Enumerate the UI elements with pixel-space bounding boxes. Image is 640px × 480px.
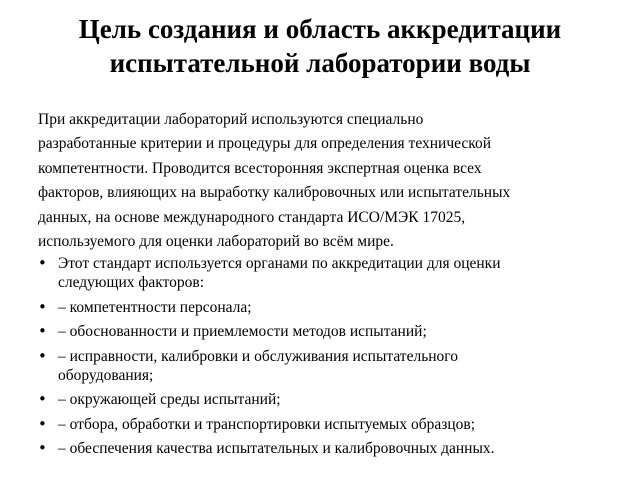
bullet-text-line: – компетентности персонала; bbox=[58, 298, 252, 316]
bullet-item bbox=[38, 347, 618, 385]
bullet-item bbox=[38, 415, 618, 434]
bullet-item bbox=[38, 254, 618, 292]
intro-line: факторов, влияющих на выработку калибровочных или испытательных bbox=[38, 184, 511, 202]
bullet-item bbox=[38, 390, 618, 409]
intro-line: При аккредитации лабораторий используются специально bbox=[38, 111, 424, 128]
bullet-marker: • bbox=[38, 390, 47, 408]
bullet-text-line: – исправности, калибровки и обслуживания испытательного bbox=[58, 347, 459, 365]
bullet-marker: • bbox=[38, 322, 47, 340]
intro-line: данных, на основе международного стандарта ИСО/МЭК 17025, bbox=[38, 208, 466, 226]
bullet-marker: • bbox=[38, 414, 47, 433]
bullet-marker: • bbox=[38, 439, 47, 457]
bullet-marker: • bbox=[38, 254, 47, 272]
bullet-text-line: – обоснованности и приемлемости методов испытаний; bbox=[58, 323, 427, 340]
bullet-text-line: – окружающей среды испытаний; bbox=[58, 391, 281, 408]
bullet-list bbox=[38, 254, 618, 464]
bullet-text-line: следующих факторов: bbox=[58, 274, 205, 291]
bullet-item bbox=[38, 298, 618, 317]
bullet-item bbox=[38, 439, 618, 458]
intro-line: используемого для оценки лабораторий во всём мире. bbox=[38, 233, 394, 251]
slide-title-line: Цель создания и область аккредитации bbox=[78, 14, 562, 44]
bullet-text-line: – отбора, обработки и транспортировки испытуемых образцов; bbox=[58, 415, 476, 433]
intro-paragraph bbox=[38, 108, 618, 254]
bullet-text-line: – обеспечения качества испытательных и калибровочных данных. bbox=[58, 440, 495, 457]
bullet-text-line: Этот стандарт используется органами по аккредитации для оценки bbox=[58, 255, 501, 272]
intro-line: разработанные критерии и процедуры для определения технической bbox=[38, 135, 492, 153]
bullet-text-line: оборудования; bbox=[58, 366, 154, 384]
bullet-marker: • bbox=[38, 297, 47, 316]
slide-title bbox=[20, 12, 620, 80]
bullet-marker: • bbox=[38, 346, 47, 365]
slide-title-line: испытательной лаборатории воды bbox=[109, 48, 531, 78]
intro-line: компетентности. Проводится всесторонняя экспертная оценка всех bbox=[38, 159, 482, 177]
bullet-item bbox=[38, 322, 618, 341]
